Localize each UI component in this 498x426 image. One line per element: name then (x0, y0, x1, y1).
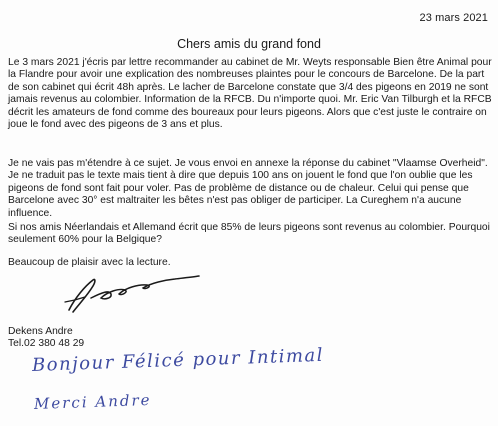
paragraph-3: Si nos amis Néerlandais et Allemand écrit que 85% de leurs pigeons sont revenus au colombier. Pourquoi seulement 60% pour la Belgique? (8, 222, 490, 246)
letter-date: 23 mars 2021 (419, 12, 488, 24)
sender-block (8, 326, 84, 351)
sender-name: Dekens Andre (8, 326, 73, 337)
sender-phone: Tel.02 380 48 29 (8, 338, 85, 350)
handwritten-note-line-2: Merci Andre (33, 390, 152, 413)
paragraph-1: Le 3 mars 2021 j'écris par lettre recommander au cabinet de Mr. Weyts responsable Bien être Animal pour la Flandre pour avoir une explication des nombreuses plaintes pour le concours de Barcelone. De la part de son cabinet qui écrit 48h après. Le lacher de Barcelone constate que 3/4 des pigeons en 2019 ne sont jamais revenus au colombier. Information de la RFCB. Du n'importe quoi. Mr. Eric Van Tilburgh et la RFCB décrit les amateurs de fond comme des boureaux pour leurs pigeons. Alors que c'est juste le contraire on joue le fond avec des pigeons de 3 ans et plus. (8, 57, 492, 131)
handwritten-note-line-1: Bonjour Félicé pour Intimal (31, 344, 325, 376)
handwritten-signature (55, 268, 205, 323)
paragraph-2: Je ne vais pas m'étendre à ce sujet. Je vous envoi en annexe la réponse du cabinet "Vlaamse Overheid". Je ne traduit pas le texte mais tient à dire que depuis 100 ans on jouent le fond que l'on oublie que les pigeons de fond sont fait pour voler. Pas de problème de distance ou de chaleur. Celui qui pense que Barcelone avec 30° est maltraiter les bêtes n'est pas obliger de participer. La Cureghem n'a aucune influence. (8, 158, 488, 219)
closing-line: Beaucoup de plaisir avec la lecture. (8, 257, 171, 268)
letter-salutation: Chers amis du grand fond (177, 37, 321, 51)
